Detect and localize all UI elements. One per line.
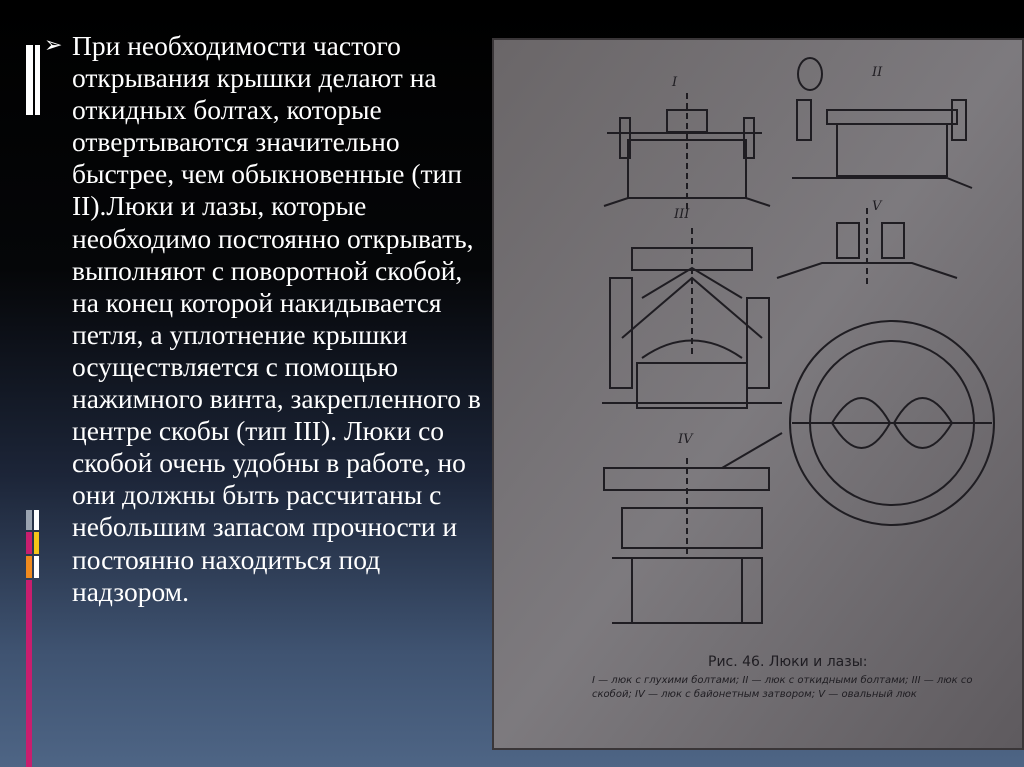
label-type-v: V	[872, 199, 882, 214]
arrow-bullet-icon: ➢	[44, 33, 63, 58]
label-type-iii: III	[674, 207, 690, 222]
bullet-text: При необходимости частого открывания крышки делают на откидных болтах, которые отвертываются значительно быстрее, чем обыкновенные (тип II).Люки и лазы, которые необходимо постоянно открывать, выполняют с поворотной скобой, на конец которой накидывается петля, а уплотнение крышки осуществляется с помощью нажимного винта, закрепленного в центре скобы (тип III). Люки со скобой очень удобны в работе, но они должны быть рассчитаны с небольшим запасом прочности и постоянно находиться под надзором.	[72, 30, 481, 607]
label-type-iv: IV	[678, 432, 693, 447]
decorative-left-bar	[26, 0, 40, 767]
bullet-item	[44, 30, 492, 608]
label-type-i: I	[672, 75, 678, 90]
manhole-drawings-photo	[492, 38, 1024, 750]
figure-caption-title: Рис. 46. Люки и лазы:	[708, 654, 868, 670]
figure-caption-body: I — люк с глухими болтами; II — люк с откидными болтами; III — люк со скобой; IV — люк с байонетным затвором; V — овальный люк	[592, 675, 973, 700]
label-type-ii: II	[872, 65, 883, 80]
